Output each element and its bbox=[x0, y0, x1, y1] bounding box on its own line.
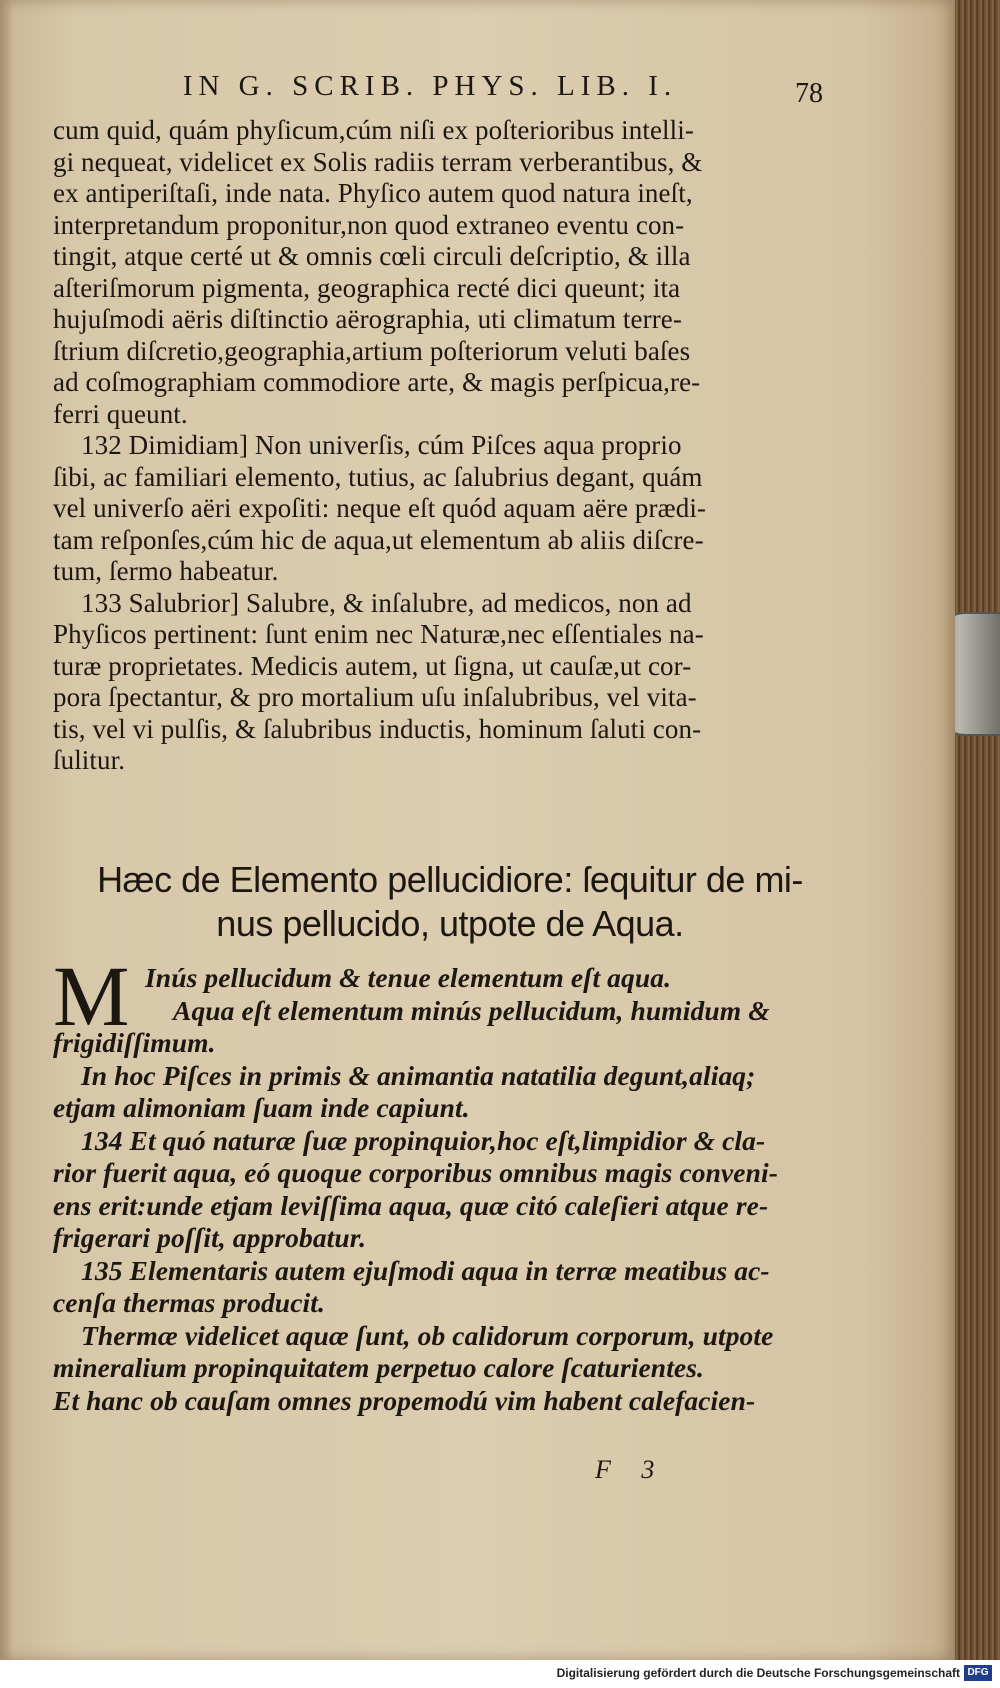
text-line: Phyſicos pertinent: ſunt enim nec Naturæ,nec eſſentiales na- bbox=[53, 619, 704, 649]
italic-text bbox=[53, 962, 833, 1417]
signature-mark: F 3 bbox=[595, 1455, 667, 1484]
text-line: frigidiſſimum. bbox=[53, 1027, 216, 1058]
text-line: rior fuerit aqua, eó quoque corporibus omnibus magis conveni- bbox=[53, 1157, 779, 1188]
text-line: Et hanc ob cauſam omnes propemodú vim habent calefacien- bbox=[53, 1384, 756, 1416]
text-line: Thermæ videlicet aquæ ſunt, ob calidorum corporum, utpote bbox=[81, 1319, 774, 1351]
text-line: ad coſmographiam commodiore arte, & magis perſpicua,re- bbox=[53, 367, 701, 397]
text-line: ferri queunt. bbox=[53, 398, 188, 429]
text-line: ſtrium diſcretio,geographia,artium poſteriorum veluti baſes bbox=[53, 335, 691, 366]
running-head: IN G. SCRIB. PHYS. LIB. I. bbox=[182, 70, 678, 102]
text-line: tis, vel vi pulſis, & ſalubribus inductis, hominum ſaluti con- bbox=[53, 713, 702, 744]
footer-bar bbox=[0, 1660, 1000, 1688]
text-line: aſteriſmorum pigmenta, geographica recté dici queunt; ita bbox=[53, 272, 681, 303]
commentary-text bbox=[53, 115, 833, 777]
text-line: pora ſpectantur, & pro mortalium uſu inſalubribus, vel vita- bbox=[53, 682, 697, 712]
text-line: 134 Et quó naturæ ſuæ propinquior,hoc eſt,limpidior & cla- bbox=[81, 1124, 766, 1156]
section-heading bbox=[80, 858, 820, 946]
text-line: Aqua eſt elementum minús pellucidum, humidum & bbox=[173, 994, 770, 1026]
dfg-logo-icon: DFG bbox=[964, 1665, 992, 1681]
text-line: ſulitur. bbox=[53, 745, 126, 775]
text-line: tam reſponſes,cúm hic de aqua,ut elementum ab aliis diſcre- bbox=[53, 524, 704, 555]
text-line: mineralium propinquitatem perpetuo calore ſcaturientes. bbox=[53, 1352, 705, 1383]
text-line: interpretandum proponitur,non quod extraneo eventu con- bbox=[53, 209, 685, 240]
text-line: tum, ſermo habeatur. bbox=[53, 556, 279, 586]
text-line: frigerari poſſit, approbatur. bbox=[53, 1222, 367, 1253]
text-line: vel univerſo aëri expoſiti: neque eſt quód aquam aëre prædi- bbox=[53, 493, 707, 523]
text-line: 135 Elementaris autem ejuſmodi aqua in terræ meatibus ac- bbox=[81, 1254, 770, 1286]
text-line: 132 Dimidiam] Non univerſis, cúm Piſces aqua proprio bbox=[81, 430, 682, 460]
text-line: hujuſmodi aëris diſtinctio aërographia, uti climatum terre- bbox=[53, 304, 682, 334]
page-number: 78 bbox=[795, 78, 823, 109]
gutter-shadow bbox=[0, 0, 14, 1660]
text-line: etjam alimoniam ſuam inde capiunt. bbox=[53, 1092, 470, 1123]
text-line: ex antiperiſtaſi, inde nata. Phyſico autem quod natura ineſt, bbox=[53, 178, 693, 208]
text-line: gi nequeat, videlicet ex Solis radiis terram verberantibus, & bbox=[53, 146, 703, 177]
heading-line: Hæc de Elemento pellucidiore: ſequitur de mi- bbox=[97, 859, 803, 900]
text-line: 133 Salubrior] Salubre, & inſalubre, ad medicos, non ad bbox=[81, 587, 692, 618]
drop-cap: M bbox=[53, 948, 130, 1044]
book-fore-edge bbox=[955, 0, 1000, 1660]
text-line: turæ proprietates. Medicis autem, ut ſigna, ut cauſæ,ut cor- bbox=[53, 650, 692, 681]
text-line: Inús pellucidum & tenue elementum eſt aqua. bbox=[145, 962, 672, 993]
footer-credit: Digitalisierung gefördert durch die Deutsche Forschungsgemeinschaft bbox=[556, 1666, 960, 1680]
text-line: ens erit:unde etjam leviſſima aqua, quæ citó caleſieri atque re- bbox=[53, 1189, 769, 1221]
text-line: ſibi, ac familiari elemento, tutius, ac ſalubrius degant, quám bbox=[53, 461, 703, 492]
text-line: cum quid, quám phyſicum,cúm niſi ex poſterioribus intelli- bbox=[53, 115, 694, 145]
heading-line: nus pellucido, utpote de Aqua. bbox=[216, 903, 684, 944]
text-line: In hoc Piſces in primis & animantia natatilia degunt,aliaq; bbox=[81, 1059, 756, 1091]
text-line: cenſa thermas producit. bbox=[53, 1287, 325, 1318]
text-line: tingit, atque certé ut & omnis cœli circuli deſcriptio, & illa bbox=[53, 241, 691, 271]
